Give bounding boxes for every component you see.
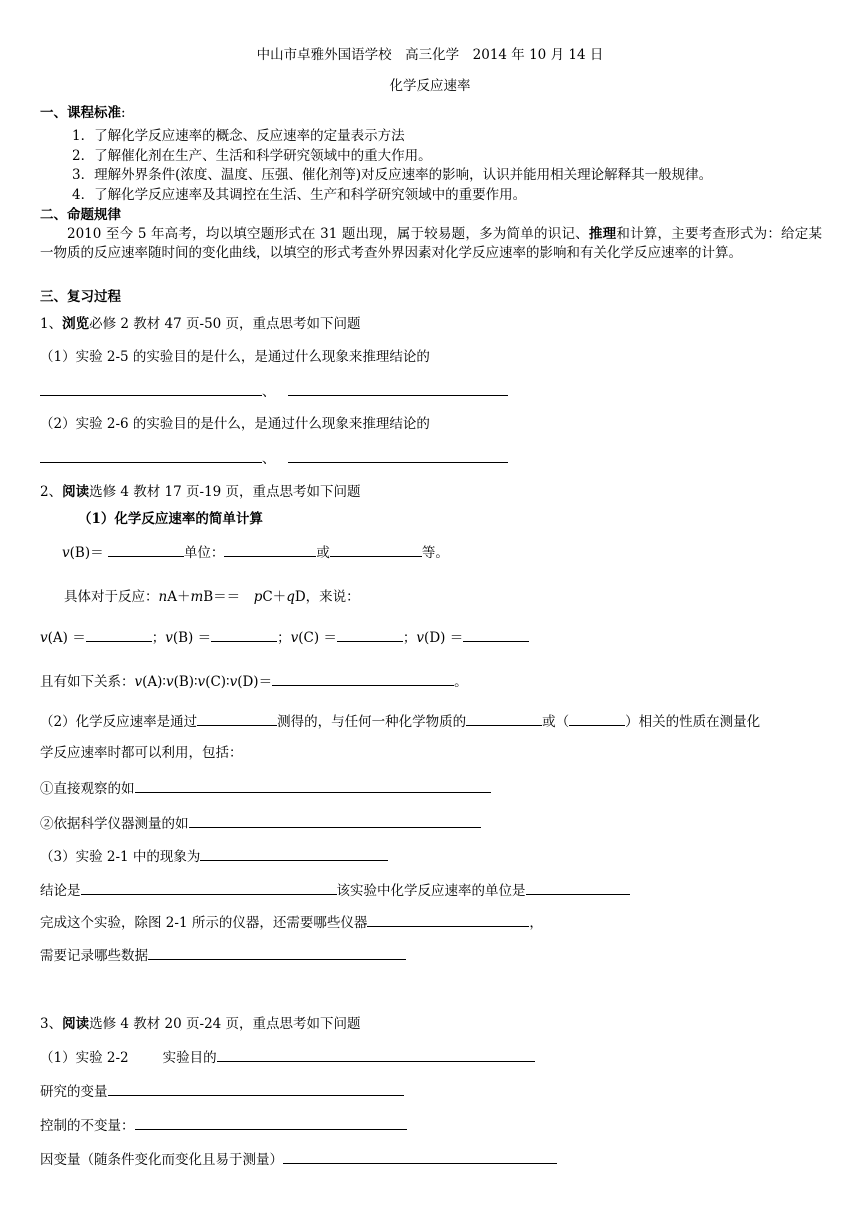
blank[interactable] <box>40 449 262 463</box>
experiment-2-2-line <box>40 1048 535 1067</box>
reaction-b: B＝＝ <box>203 589 254 605</box>
ratio-b: (B)∶ <box>173 674 198 690</box>
answer-line-2[interactable] <box>40 449 508 468</box>
blank[interactable] <box>148 946 406 960</box>
part-2-text: 选修 4 教材 17 页-19 页，重点思考如下问题 <box>89 484 361 500</box>
obs-label: ②依据科学仪器测量的如 <box>40 816 189 832</box>
rate-symbol: v <box>62 545 70 561</box>
rate-symbol: v <box>290 630 299 646</box>
standard-item-1: 1．了解化学反应速率的概念、反应速率的定量表示方法 <box>72 128 405 144</box>
section-1-heading-text: 一、课程标准 <box>40 105 121 121</box>
question-1: （1）实验 2-5 的实验目的是什么，是通过什么现象来推理结论的 <box>40 349 430 365</box>
blank[interactable] <box>200 847 388 861</box>
part-3-text: 选修 4 教材 20 页-24 页，重点思考如下问题 <box>89 1016 361 1032</box>
part-1-num: 1、 <box>40 316 63 332</box>
reaction-a: A＋ <box>167 589 191 605</box>
ratio-a: (A)∶ <box>142 674 166 690</box>
reaction-d: D，来说： <box>294 589 360 605</box>
answer-line-1[interactable] <box>40 382 508 401</box>
calc-heading: （1）化学反应速率的简单计算 <box>78 511 263 527</box>
q-text: ）相关的性质在测量化 <box>625 714 761 730</box>
q-text: 完成这个实验，除图 2-1 所示的仪器，还需要哪些仪器 <box>40 915 368 931</box>
part-2-heading <box>40 483 361 501</box>
blank[interactable] <box>526 881 630 895</box>
blank[interactable] <box>189 814 481 828</box>
rate-expressions-line <box>40 628 529 647</box>
q-text: 因变量（随条件变化而变化且易于测量） <box>40 1152 283 1168</box>
exam-pattern-paragraph <box>40 225 822 263</box>
part-3-num: 3、 <box>40 1016 63 1032</box>
blank[interactable] <box>466 712 542 726</box>
etc-text: 等。 <box>421 545 449 561</box>
rate-a-label: (A) ＝ <box>47 630 86 646</box>
rate-symbol: v <box>40 630 48 646</box>
blank[interactable] <box>40 382 262 396</box>
q-text: （2）化学反应速率是通过 <box>40 714 198 730</box>
q-text: 或（ <box>542 714 570 730</box>
observation-2-line <box>40 814 481 833</box>
ratio-c: (C)∶ <box>205 674 230 690</box>
ratio-end: 。 <box>454 674 468 690</box>
standard-item-2: 2．了解催化剂在生产、生活和科学研究领域中的重大作用。 <box>72 148 432 164</box>
q-text: 实验目的 <box>162 1050 217 1066</box>
rate-b-label: (B) ＝ <box>172 630 212 646</box>
blank[interactable] <box>81 881 337 895</box>
blank[interactable] <box>217 1048 535 1062</box>
section-1-heading <box>40 104 126 122</box>
blank[interactable] <box>288 449 508 463</box>
blank[interactable] <box>569 712 625 726</box>
paragraph-bold: 推理 <box>588 226 617 242</box>
document-title: 化学反应速率 <box>389 78 471 94</box>
standard-item-4: 4．了解化学反应速率及其调控在生活、生产和科学研究领域中的重要作用。 <box>72 187 527 203</box>
conclusion-line <box>40 881 630 900</box>
dependent-variable-line <box>40 1150 557 1169</box>
part-1-heading <box>40 315 361 333</box>
blank[interactable] <box>463 628 529 642</box>
comma: ， <box>529 915 543 931</box>
blank[interactable] <box>211 628 277 642</box>
part-1-bold: 浏览 <box>62 316 90 332</box>
blank[interactable] <box>367 913 529 927</box>
rate-symbol: v <box>134 674 143 690</box>
blank[interactable] <box>283 1150 557 1164</box>
section-3-heading: 三、复习过程 <box>40 289 121 305</box>
blank[interactable] <box>224 543 316 557</box>
coef-q: q <box>286 589 295 605</box>
q-text: 控制的不变量： <box>40 1118 135 1134</box>
paragraph-text-a: 2010 至今 5 年高考，均以填空题形式在 31 题出现，属于较易题，多为简单的识记、 <box>67 226 589 242</box>
semicolon: ； <box>402 630 417 646</box>
instruments-line <box>40 913 543 932</box>
ratio-d: (D)＝ <box>237 674 273 690</box>
part-3-heading <box>40 1015 361 1033</box>
or-text: 或 <box>316 545 330 561</box>
semicolon: ； <box>151 630 166 646</box>
question-2-2-line-2: 学反应速率时都可以利用，包括： <box>40 745 243 761</box>
reaction-line <box>64 588 360 606</box>
blank[interactable] <box>288 382 508 396</box>
blank[interactable] <box>108 543 184 557</box>
separator: 、 <box>262 451 276 467</box>
question-3-line <box>40 847 388 866</box>
standard-item-3: 3．理解外界条件(浓度、温度、压强、催化剂等)对反应速率的影响，认识并能用相关理论解释其一般规律。 <box>72 167 713 183</box>
paragraph-text-b: 和计算，主要考查形式为：给定某一物质的反应速率随时间的变化曲线，以填空的形式考查外界因素对化学反应速率的影响和有关化学反应速率的计算。 <box>40 226 823 261</box>
q-text: （3）实验 2-1 中的现象为 <box>40 849 201 865</box>
rate-symbol: v <box>197 674 206 690</box>
q-text: 测得的，与任何一种化学物质的 <box>277 714 467 730</box>
unit-label: 单位： <box>183 545 225 561</box>
separator: 、 <box>262 384 276 400</box>
rate-c-label: (C) ＝ <box>298 630 337 646</box>
rate-symbol: v <box>165 674 174 690</box>
blank[interactable] <box>135 779 491 793</box>
ratio-line <box>40 672 468 691</box>
part-2-bold: 阅读 <box>62 484 90 500</box>
reaction-c: C＋ <box>262 589 287 605</box>
question-2: （2）实验 2-6 的实验目的是什么，是通过什么现象来推理结论的 <box>40 416 430 432</box>
section-2-heading: 二、命题规律 <box>40 207 121 223</box>
constant-line <box>40 1116 407 1135</box>
blank[interactable] <box>86 628 152 642</box>
coef-n: n <box>158 589 168 605</box>
q-text: 结论是 <box>40 883 81 899</box>
document-header: 中山市卓雅外国语学校 高三化学 2014 年 10 月 14 日 <box>256 47 604 63</box>
blank[interactable] <box>330 543 422 557</box>
blank[interactable] <box>135 1116 407 1130</box>
q-text: 需要记录哪些数据 <box>40 948 148 964</box>
semicolon: ； <box>277 630 291 646</box>
observation-1-line <box>40 779 491 798</box>
record-line <box>40 946 406 965</box>
part-3-bold: 阅读 <box>62 1016 90 1032</box>
reaction-pre: 具体对于反应： <box>64 589 159 605</box>
q-text: 研究的变量 <box>40 1084 108 1100</box>
part-1-text: 必修 2 教材 47 页-50 页，重点思考如下问题 <box>89 316 361 332</box>
variable-line <box>40 1082 404 1101</box>
blank[interactable] <box>337 628 403 642</box>
rate-b-label: (B)＝ <box>69 545 104 561</box>
colon: : <box>121 105 126 121</box>
blank[interactable] <box>272 672 454 686</box>
obs-label: ①直接观察的如 <box>40 781 135 797</box>
q-text: 该实验中化学反应速率的单位是 <box>336 883 526 899</box>
rate-d-label: (D) ＝ <box>424 630 464 646</box>
rate-definition-line <box>62 543 449 562</box>
q-text: （1）实验 2-2 <box>40 1050 129 1066</box>
question-2-2-line-1 <box>40 712 760 731</box>
coef-m: m <box>190 589 204 605</box>
ratio-pre: 且有如下关系： <box>40 674 135 690</box>
rate-symbol: v <box>416 630 425 646</box>
part-2-num: 2、 <box>40 484 63 500</box>
rate-symbol: v <box>165 630 173 646</box>
rate-symbol: v <box>229 674 238 690</box>
blank[interactable] <box>108 1082 404 1096</box>
coef-p: p <box>253 589 263 605</box>
blank[interactable] <box>197 712 277 726</box>
